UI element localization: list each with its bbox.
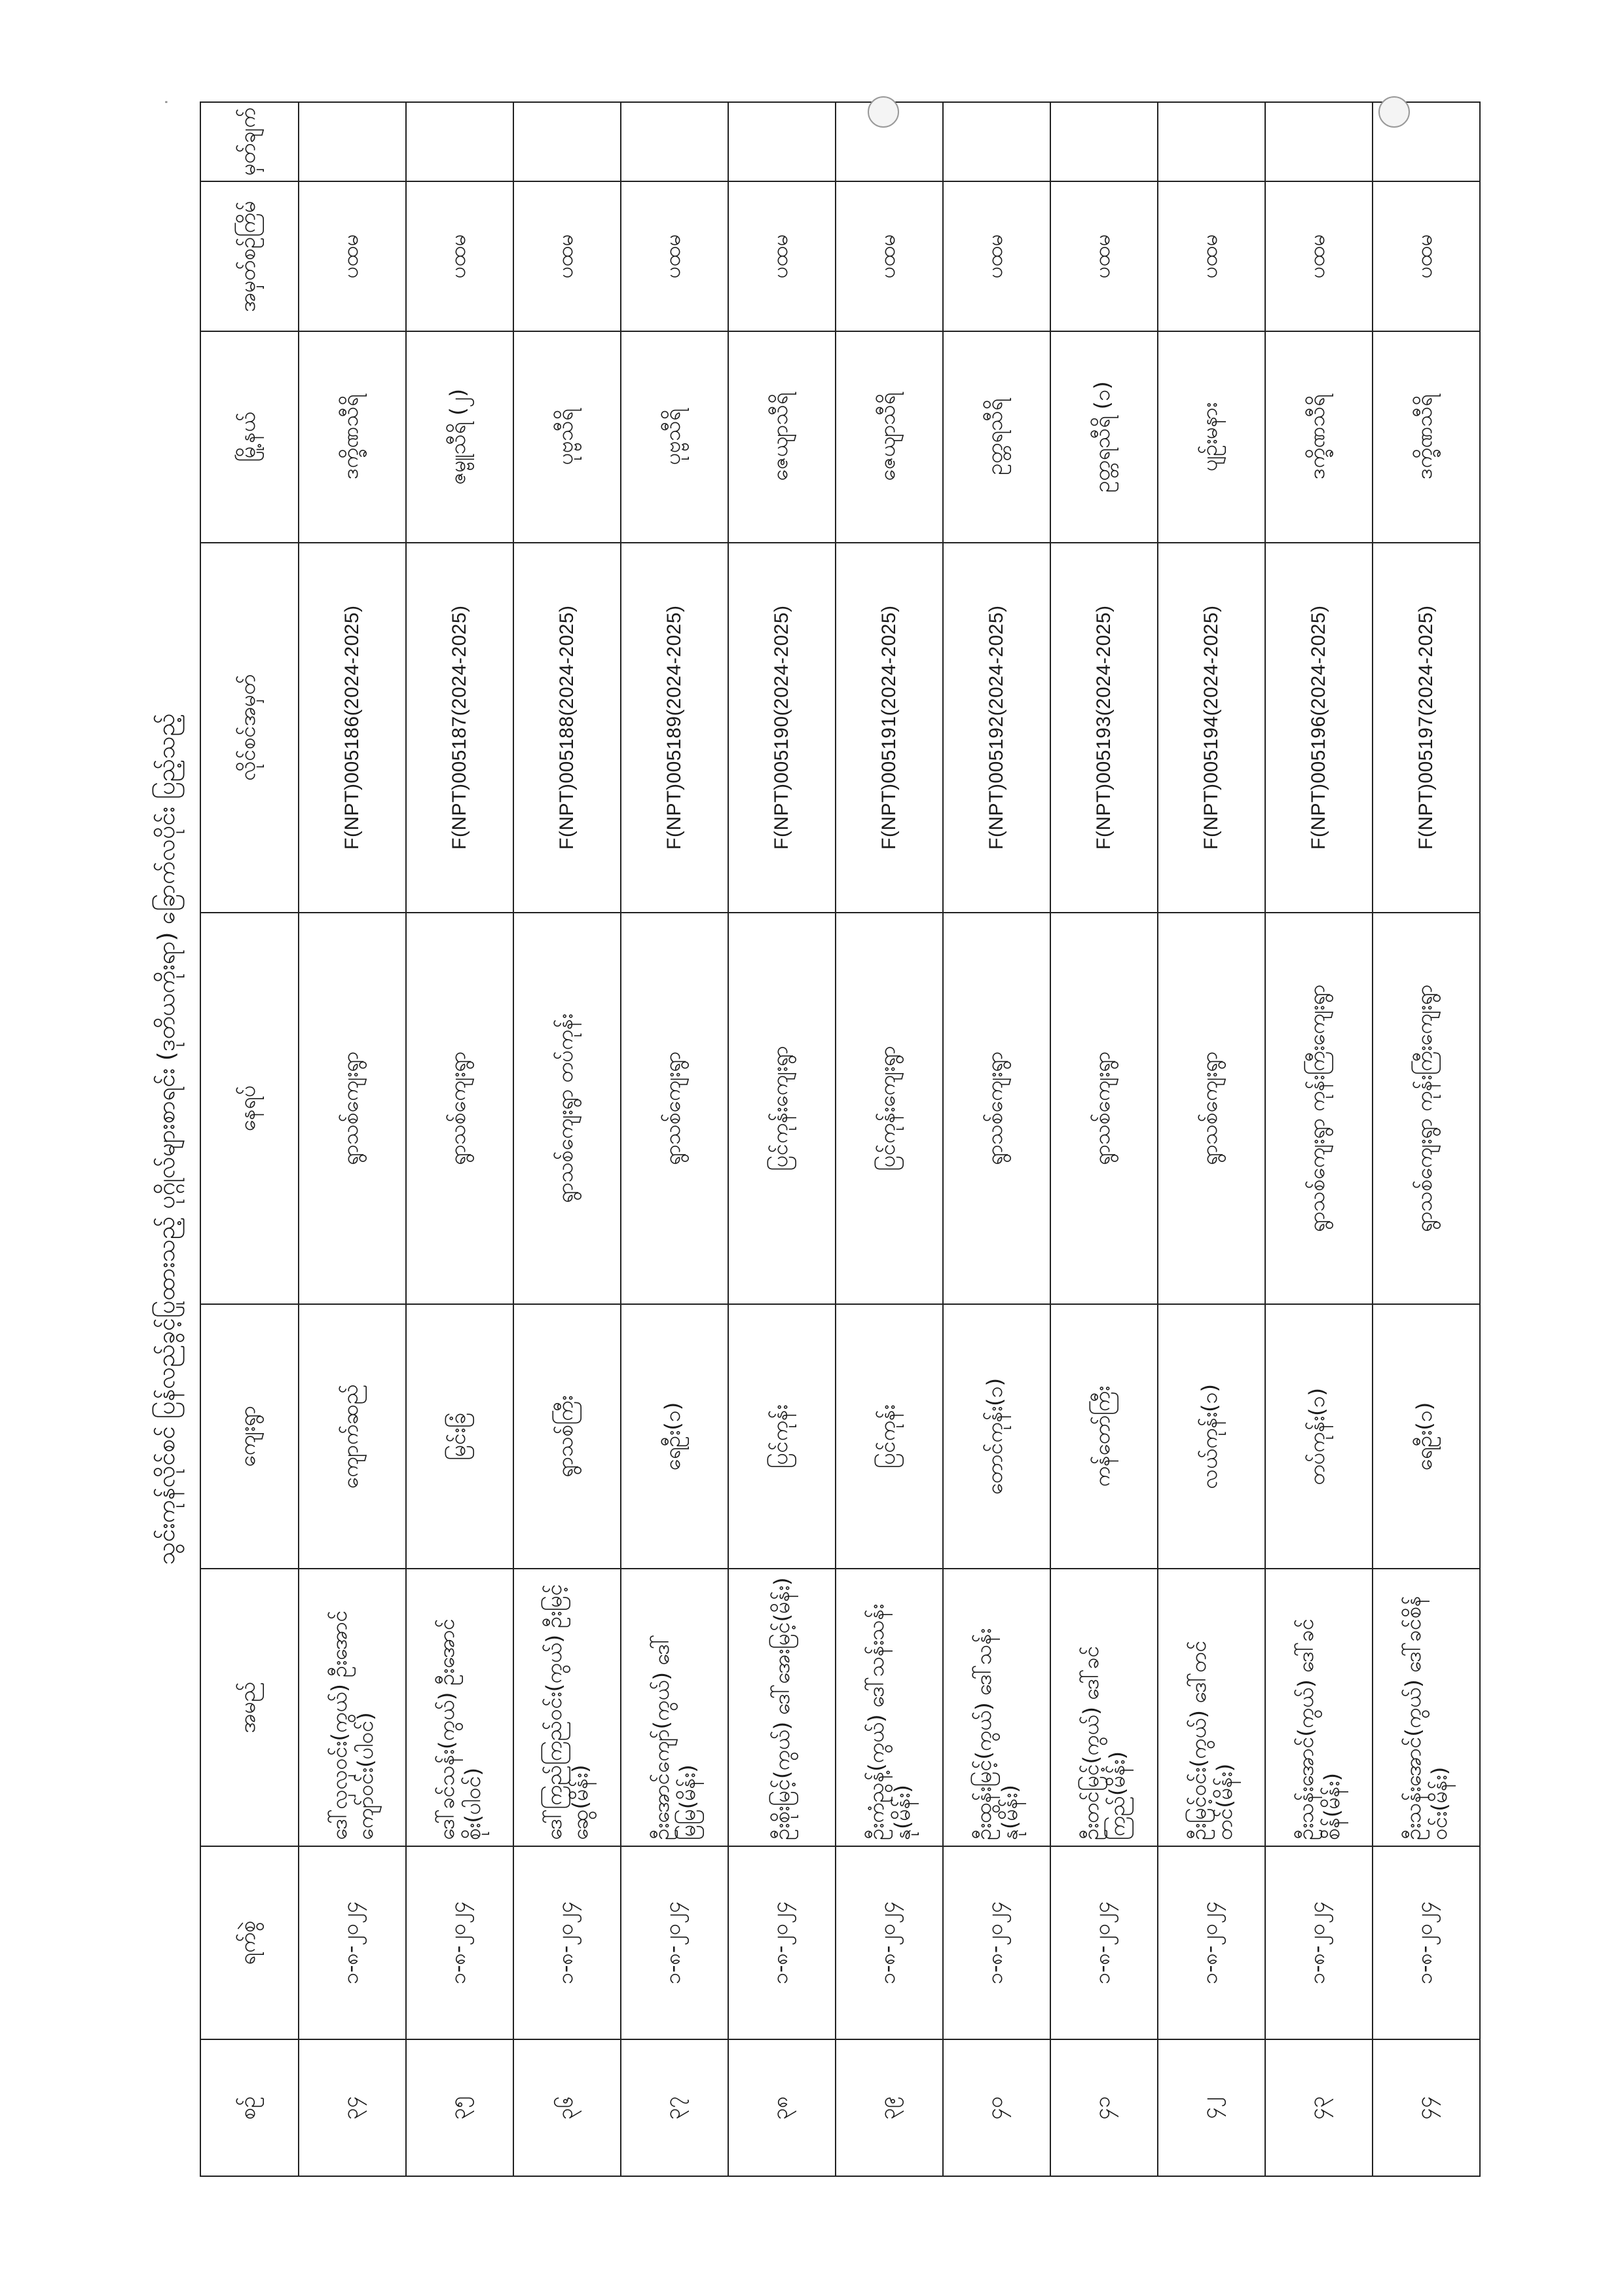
- cell-seq: ၄၂: [1158, 2040, 1265, 2177]
- cell-ward: ပြင်ကုန်းကျေးရွာ: [836, 913, 943, 1305]
- header-village: ကျေးရွာ: [200, 1304, 299, 1569]
- cell-village: ကန်တော်ကြီး: [1050, 1304, 1158, 1569]
- cell-bench: ပထမ: [621, 181, 728, 331]
- table-row: [1265, 102, 1373, 2176]
- header-name: အမည်: [200, 1569, 299, 1846]
- cell-permit: F(NPT)005186(2024-2025): [299, 543, 406, 913]
- cell-date: ၁-၈-၂၀၂၄: [299, 1846, 406, 2040]
- cell-permit: F(NPT)005193(2024-2025): [1050, 543, 1158, 913]
- cell-bench: ပထမ: [406, 181, 513, 331]
- cell-date: ၁-၈-၂၀၂၄: [728, 1846, 836, 2040]
- cell-township: ဇမ္ဗူသီရိ (၂): [406, 331, 513, 543]
- cell-township: ဒက္ခိဏသီရိ: [1373, 331, 1480, 543]
- cell-seq: ၄၃: [1265, 2040, 1373, 2177]
- cell-township: ဒက္ခိဏသီရိ: [1265, 331, 1373, 543]
- cell-township: ဇေယျာသီရိ: [728, 331, 836, 543]
- cell-permit: F(NPT)005194(2024-2025): [1158, 543, 1265, 913]
- cell-bench: ပထမ: [299, 181, 406, 331]
- table-row: [299, 102, 406, 2176]
- cell-date: ၁-၈-၂၀၂၄: [406, 1846, 513, 2040]
- cell-date: ၁-၈-၂၀၂၄: [836, 1846, 943, 2040]
- header-permit: လိုင်စင်အမှတ်: [200, 543, 299, 913]
- cell-ward: ရွာသစ်ကျေးရွာ: [406, 913, 513, 1305]
- cell-seq: ၃၇: [621, 2040, 728, 2177]
- table-row: [621, 102, 728, 2176]
- cell-township: ဥတ္တရသီရိ: [943, 331, 1050, 543]
- cell-bench: ပထမ: [943, 181, 1050, 331]
- cell-bench: ပထမ: [1158, 181, 1265, 331]
- cell-village: တောင်ကုန်း(၁): [943, 1304, 1050, 1569]
- cell-ward: ရွာသစ်ကျေးရွာ တပ်ကုန်း: [513, 913, 621, 1305]
- cell-village: ပြင်ကုန်း: [728, 1304, 836, 1569]
- cell-date: ၁-၈-၂၀၂၄: [1158, 1846, 1265, 2040]
- header-remark: မှတ်ချက်: [200, 102, 299, 181]
- cell-ward: ရွာသစ်ကျေးရွာ: [943, 913, 1050, 1305]
- cell-village: ကျောက်ဆည်: [299, 1304, 406, 1569]
- cell-permit: F(NPT)005192(2024-2025): [943, 543, 1050, 913]
- cell-permit: F(NPT)005197(2024-2025): [1373, 543, 1480, 913]
- cell-township: ဇေယျာသီရိ: [836, 331, 943, 543]
- header-seq: စဉ်: [200, 2040, 299, 2177]
- cell-township: ပုဗ္ဗသီရိ: [621, 331, 728, 543]
- cell-seq: ၃၅: [406, 2040, 513, 2177]
- cell-ward: ရွာသစ်ကျေးရွာ ကုန်းကြီးကျေးရွာ: [1373, 913, 1480, 1305]
- cell-township: ပျဉ်းမနား: [1158, 331, 1265, 543]
- cell-seq: ၃၆: [513, 2040, 621, 2177]
- document-title: သွင်းကုန်လိုင်စင် ပြန်လည်ခွင့်ပြုထားသည့် ပုဂ္ဂိုလ်များစာရင်း (ဒုတိယကိုးရာ) ခြောက်လပိုင်း ပြည့်သည့်: [153, 713, 180, 1565]
- cell-bench: ပထမ: [1373, 181, 1480, 331]
- cell-bench: ပထမ: [728, 181, 836, 331]
- cell-permit: F(NPT)005191(2024-2025): [836, 543, 943, 913]
- document-sheet: [144, 88, 1452, 2190]
- cell-permit: F(NPT)005189(2024-2025): [621, 543, 728, 913]
- cell-remark: [1158, 102, 1265, 181]
- cell-permit: F(NPT)005196(2024-2025): [1265, 543, 1373, 913]
- cell-permit: F(NPT)005187(2024-2025): [406, 543, 513, 913]
- cell-ward: ရွာသစ်ကျေးရွာ: [1158, 913, 1265, 1305]
- cell-date: ၁-၈-၂၀၂၄: [513, 1846, 621, 2040]
- cell-remark: [1050, 102, 1158, 181]
- cell-bench: ပထမ: [1265, 181, 1373, 331]
- cell-name: ဦးအောင်ကျော်(ကွယ်) ဒေါ်မြမြ(မိန်း): [621, 1569, 728, 1846]
- cell-township: ပုဗ္ဗသီရိ: [513, 331, 621, 543]
- cell-bench: ပထမ: [513, 181, 621, 331]
- cell-remark: [621, 102, 728, 181]
- cell-permit: F(NPT)005188(2024-2025): [513, 543, 621, 913]
- cell-village: ပြင်ကုန်း: [836, 1304, 943, 1569]
- cell-ward: ရွာသစ်ကျေးရွာ ကုန်းကြီးကျေးရွာ: [1265, 913, 1373, 1305]
- cell-village: တပ်ကုန်း(၁): [1265, 1304, 1373, 1569]
- cell-seq: ၃၉: [836, 2040, 943, 2177]
- punch-hole: [1378, 96, 1410, 128]
- cell-village: မြင်းခြံ: [406, 1304, 513, 1569]
- cell-date: ၁-၈-၂၀၂၄: [943, 1846, 1050, 2040]
- cell-remark: [1265, 102, 1373, 181]
- cell-village: ရွာသစ်ကြီး: [513, 1304, 621, 1569]
- table-row: [728, 102, 836, 2176]
- cell-village: ရေဦး(၁): [1373, 1304, 1480, 1569]
- scan-mark: ·: [157, 99, 177, 105]
- cell-remark: [513, 102, 621, 181]
- cell-name: ဦးကံညွန့်(ကွယ်) ဒေါ်သန်းသန်းနု(မိန်း): [836, 1569, 943, 1846]
- header-date: ရက်စွဲ: [200, 1846, 299, 2040]
- header-township: မြို့နယ်: [200, 331, 299, 543]
- cell-remark: [943, 102, 1050, 181]
- cell-bench: ပထမ: [836, 181, 943, 331]
- cell-township: ဥတ္တရသီရိ (၁): [1050, 331, 1158, 543]
- header-bench: အမှတ်စဉ်ကြိမ်: [200, 181, 299, 331]
- cell-date: ၁-၈-၂၀၂၄: [1050, 1846, 1158, 2040]
- cell-seq: ၃၄: [299, 2040, 406, 2177]
- cell-village: ရေဦး(၁): [621, 1304, 728, 1569]
- header-ward: နေရပ်: [200, 913, 299, 1305]
- punch-hole: [868, 96, 899, 128]
- cell-ward: ပြင်ကုန်းကျေးရွာ: [728, 913, 836, 1305]
- cell-name: ဒေါ်ကြည်ကြည်ဝင်း(ကွယ်) ဦးမြင့်ဆွေ(မိန်း): [513, 1569, 621, 1846]
- cell-ward: ရွာသစ်ကျေးရွာ: [1050, 913, 1158, 1305]
- cell-bench: ပထမ: [1050, 181, 1158, 331]
- cell-name: ဦးထွန်းမြင့်(ကွယ်) ဒေါ်သန်းနု(မိန်း): [943, 1569, 1050, 1846]
- table-header-row: [200, 102, 299, 2176]
- table-row: [836, 102, 943, 2176]
- cell-name: ဒေါ်လှလှဝင်း(ကွယ်) ဦးအောင်ကျော်ဝင်း(ပါဝင်): [299, 1569, 406, 1846]
- permit-table: [200, 101, 1481, 2177]
- table-body: [299, 102, 1480, 2176]
- cell-date: ၁-၈-၂၀၂၄: [1265, 1846, 1373, 2040]
- table-row: [406, 102, 513, 2176]
- cell-seq: ၄၁: [1050, 2040, 1158, 2177]
- table-row: [1158, 102, 1265, 2176]
- cell-name: ဦးမြင့်ဝင်း(ကွယ်) ဒေါ်တင်တင်(မိန်း): [1158, 1569, 1265, 1846]
- cell-name: ဒေါ်ခင်သန်း(ကွယ်) ဦးအောင်စိုး(ပါဝင်): [406, 1569, 513, 1846]
- cell-seq: ၄၀: [943, 2040, 1050, 2177]
- cell-ward: ရွာသစ်ကျေးရွာ: [299, 913, 406, 1305]
- table-row: [1050, 102, 1158, 2176]
- table-row: [513, 102, 621, 2176]
- cell-remark: [728, 102, 836, 181]
- cell-seq: ၃၈: [728, 2040, 836, 2177]
- cell-date: ၁-၈-၂၀၂၄: [1373, 1846, 1480, 2040]
- table-row: [943, 102, 1050, 2176]
- cell-remark: [299, 102, 406, 181]
- cell-village: လယ်ကုန်း(၁): [1158, 1304, 1265, 1569]
- cell-name: ဦးစိုးမြင့်(ကွယ်) ဒေါ်အေးမြင့်(မိန်း): [728, 1569, 836, 1846]
- cell-township: ဒက္ခိဏသီရိ: [299, 331, 406, 543]
- cell-remark: [406, 102, 513, 181]
- cell-name: ဦးသန်းအောင်(ကွယ်) ဒေါ်ခင်စိန်(မိန်း): [1265, 1569, 1373, 1846]
- cell-name: ဦးတင်မြင့်(ကွယ်) ဒေါ်ခင်ကြည်(မိန်း): [1050, 1569, 1158, 1846]
- cell-ward: ရွာသစ်ကျေးရွာ: [621, 913, 728, 1305]
- cell-date: ၁-၈-၂၀၂၄: [621, 1846, 728, 2040]
- cell-seq: ၄၄: [1373, 2040, 1480, 2177]
- cell-name: ဦးသန်းအောင်(ကွယ်) ဒေါ်ခင်စိန်ဝင်း(မိန်း): [1373, 1569, 1480, 1846]
- cell-permit: F(NPT)005190(2024-2025): [728, 543, 836, 913]
- table-row: [1373, 102, 1480, 2176]
